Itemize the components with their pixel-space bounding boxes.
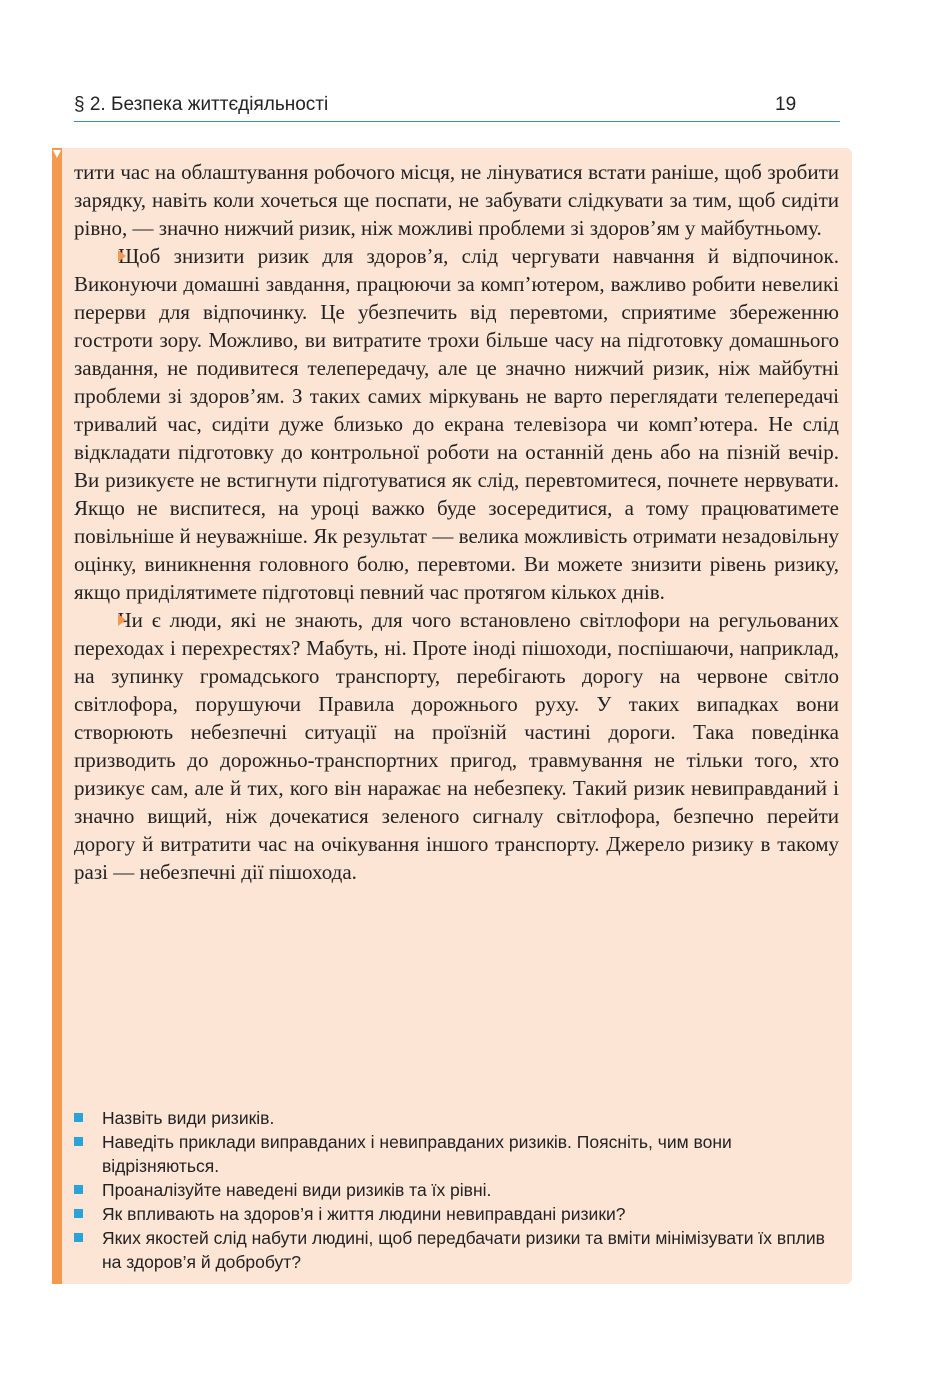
- question-item: [74, 1130, 844, 1178]
- question-item: [74, 1226, 844, 1274]
- question-text: Як впливають на здоров’я і життя людини невиправдані ризики?: [102, 1204, 626, 1224]
- question-text: Наведіть приклади виправданих і невиправданих ризиків. Поясніть, чим вони відрізняються.: [102, 1132, 732, 1176]
- section-title: § 2. Безпека життєдіяльності: [74, 94, 329, 115]
- blue-square-bullet-icon: [74, 1233, 83, 1242]
- blue-square-bullet-icon: [74, 1185, 83, 1194]
- panel-accent-bar: [52, 148, 62, 1284]
- content-panel: [52, 148, 852, 1284]
- question-item: [74, 1106, 844, 1130]
- running-header: [74, 92, 840, 122]
- paragraph-continuation: тити час на облаштування робочого місця, не лінуватися встати раніше, щоб зробити зарядку, навіть коли хочеться ще поспати, не забувати слідкувати за тим, щоб сидіти рівно, — значно нижчий ризик, ніж можливі проблеми зі здоров’ям у майбутньому.: [74, 160, 839, 240]
- orange-triangle-icon: [118, 250, 126, 262]
- blue-square-bullet-icon: [74, 1209, 83, 1218]
- paragraph-rest-study-text: Щоб знизити ризик для здоров’я, слід чергувати навчання й відпочинок. Виконуючи домашні завдання, працюючи за комп’ютером, важливо робити невеликі перерви для відпочинку. Це убезпечить від перевтоми, сприятиме збереженню гостроти зору. Можливо, ви витратите трохи більше часу на підготовку домашнього завдання, не подивитеся телепередачу, але це значно нижчий ризик, ніж майбутні проблеми зі здоров’ям. З таких самих міркувань не варто переглядати телепередачі тривалий час, сидіти дуже близько до екрана телевізора чи комп’ютера. Не слід відкладати підготовку до контрольної роботи на останній день або на пізній вечір. Ви ризикуєте не встигнути підготуватися як слід, перевтомитеся, почнете нервувати. Якщо не виспитеся, на уроці важко буде зосередитися, а тому працюватимете повільніше й неуважніше. Як результат — велика можливість отримати незадовільну оцінку, виникнення головного болю, перевтоми. Ви можете знизити рівень ризику, якщо приділятимете підготовці певний час протягом кількох днів.: [74, 244, 839, 604]
- paragraph-traffic-lights-text: Чи є люди, які не знають, для чого встановлено світлофори на регульованих переходах і перехрестях? Мабуть, ні. Проте іноді пішоходи, поспішаючи, наприклад, на зупинку громадського транспорту, перебігають дорогу на червоне світло світлофора, порушуючи Правила дорожнього руху. У таких випадках вони створюють небезпечні ситуації на проїзній частині дороги. Така поведінка призводить до дорожньо-транспортних пригод, травмування не тільки того, хто ризикує сам, але й тих, кого він наражає на небезпеку. Такий ризик невиправданий і значно вищий, ніж дочекатися зеленого сигналу світлофора, безпечно перейти дорогу й витратити час на очікування іншого транспорту. Джерело ризику в такому разі — небезпечні дії пішохода.: [74, 608, 839, 884]
- orange-triangle-icon: [118, 614, 126, 626]
- review-questions: [74, 1106, 844, 1274]
- question-text: Проаналізуйте наведені види ризиків та їх рівні.: [102, 1180, 492, 1200]
- down-arrow-icon: [53, 150, 61, 158]
- question-text: Яких якостей слід набути людині, щоб передбачати ризики та вміти мінімізувати їх вплив на здоров’я й добробут?: [102, 1228, 825, 1272]
- paragraph-rest-study: [74, 242, 839, 606]
- question-text: Назвіть види ризиків.: [102, 1108, 275, 1128]
- question-item: [74, 1202, 844, 1226]
- blue-square-bullet-icon: [74, 1113, 83, 1122]
- paragraph-traffic-lights: [74, 606, 839, 886]
- question-item: [74, 1178, 844, 1202]
- page-number: 19: [775, 94, 797, 115]
- body-text: [74, 158, 839, 886]
- blue-square-bullet-icon: [74, 1137, 83, 1146]
